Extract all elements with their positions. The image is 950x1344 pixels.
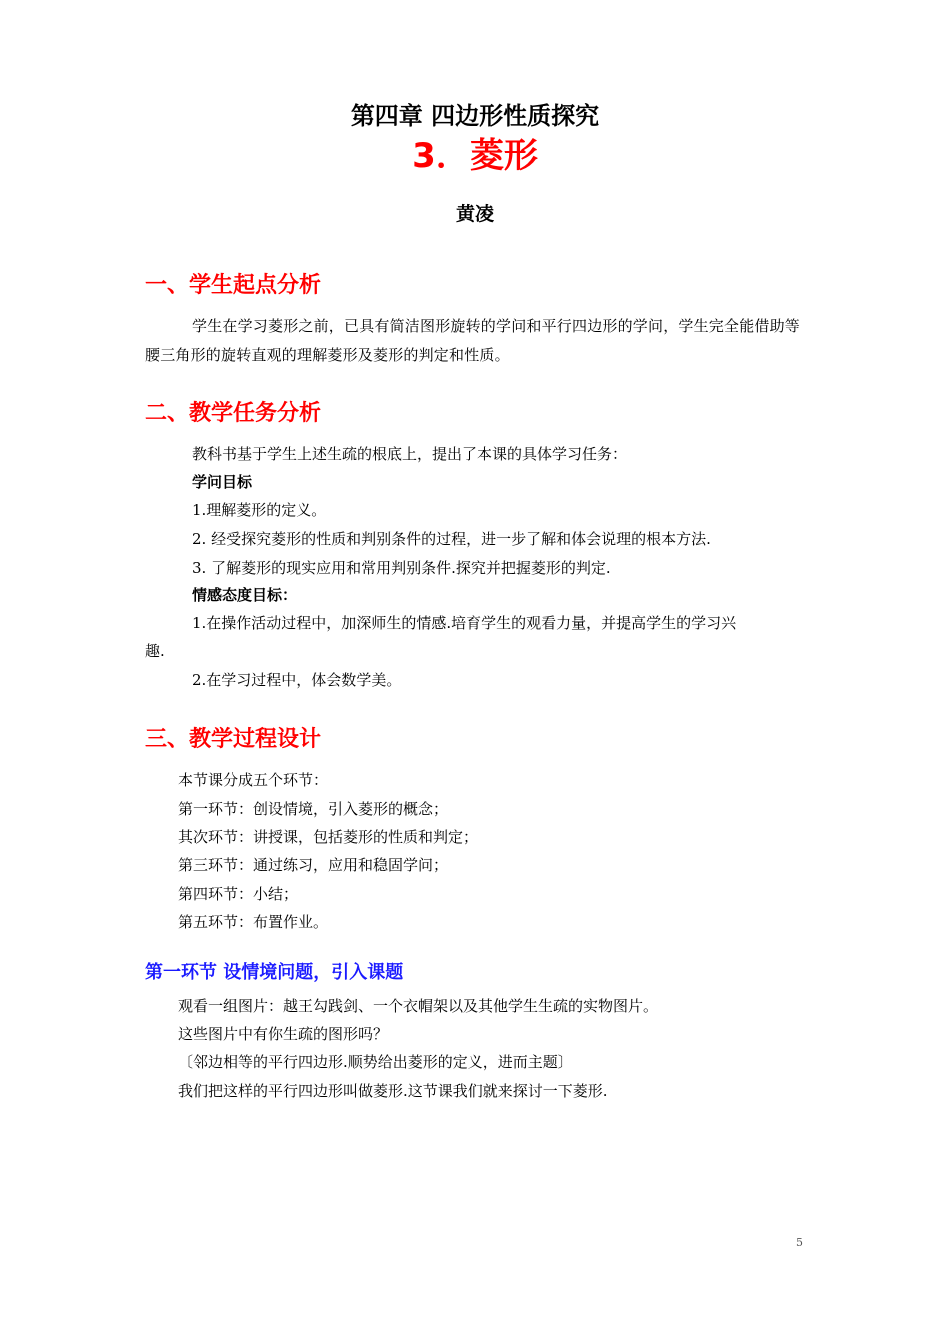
emotion-item-2: 2.在学习过程中，体会数学美。 xyxy=(192,671,402,689)
section-heading-3: 三、教学过程设计 xyxy=(145,727,322,752)
knowledge-item-1: 1.理解菱形的定义。 xyxy=(192,501,327,519)
page-number: 5 xyxy=(796,1236,803,1249)
section-heading-1: 一、学生起点分析 xyxy=(145,273,322,298)
emotion-goals-label: 情感态度目标： xyxy=(192,586,298,604)
emotion-item-1-line-1: 1.在操作活动过程中，加深师生的情感.培育学生的观看力量，并提高学生的学习兴 xyxy=(192,614,737,632)
section1-paragraph: 学生在学习菱形之前，已具有简洁图形旋转的学问和平行四边形的学问，学生完全能借助等腰三角形的旋转直观的理解菱形及菱形的判定和性质。 xyxy=(145,317,801,364)
author-name: 黄凌 xyxy=(455,203,494,225)
section-heading-2: 二、教学任务分析 xyxy=(145,401,322,426)
chapter-title: 第四章 四边形性质探究 xyxy=(350,102,600,130)
step1-line-2: 这些图片中有你生疏的图形吗？ xyxy=(178,1025,389,1043)
step1-line-3: 〔邻边相等的平行四边形.顺势给出菱形的定义，进而主题〕 xyxy=(178,1053,573,1071)
process-line-3: 其次环节：讲授课，包括菱形的性质和判定； xyxy=(178,828,479,846)
process-line-6: 第五环节：布置作业。 xyxy=(178,913,329,931)
emotion-item-1-line-2: 趣. xyxy=(145,642,165,660)
process-line-2: 第一环节：创设情境，引入菱形的概念； xyxy=(178,800,449,818)
step1-line-4: 我们把这样的平行四边形叫做菱形.这节课我们就来探讨一下菱形. xyxy=(178,1082,608,1100)
knowledge-item-2: 2. 经受探究菱形的性质和判别条件的过程，进一步了解和体会说理的根本方法. xyxy=(192,530,711,548)
section2-intro: 教科书基于学生上述生疏的根底上，提出了本课的具体学习任务： xyxy=(192,445,628,463)
lesson-title: 3．菱形 xyxy=(412,136,538,176)
step1-heading: 第一环节 设情境问题，引入课题 xyxy=(145,962,404,983)
knowledge-item-3: 3. 了解菱形的现实应用和常用判别条件.探究并把握菱形的判定. xyxy=(192,559,611,577)
step1-line-1: 观看一组图片：越王勾践剑、一个衣帽架以及其他学生生疏的实物图片。 xyxy=(178,997,659,1015)
knowledge-goals-label: 学问目标 xyxy=(192,473,253,491)
process-line-5: 第四环节：小结； xyxy=(178,885,299,903)
process-line-1: 本节课分成五个环节： xyxy=(178,771,329,789)
process-line-4: 第三环节：通过练习，应用和稳固学问； xyxy=(178,856,449,874)
